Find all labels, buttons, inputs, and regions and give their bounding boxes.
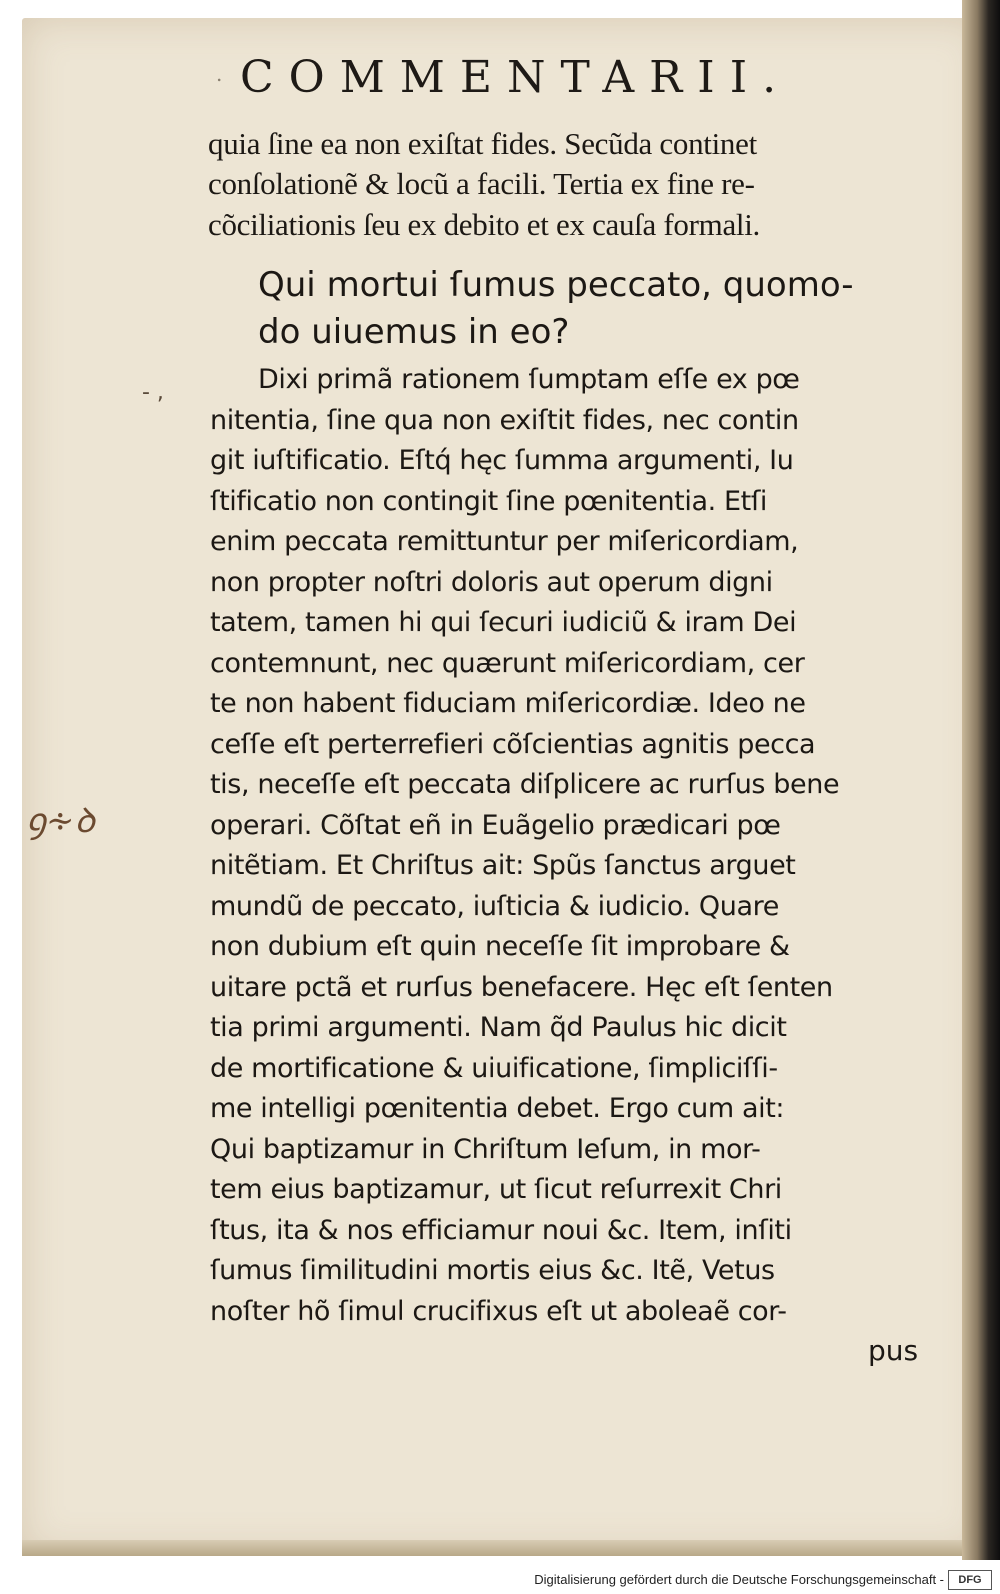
text-line: tatem, tamen hi qui ſecuri iudiciũ & iram Dei xyxy=(210,607,797,638)
text-line: tem eius baptizamur, ut ſicut reſurrexit Chri xyxy=(210,1174,782,1205)
text-line: nitentia, ſine qua non exiſtit fides, nec contin xyxy=(210,404,799,436)
text-line: tia primi argumenti. Nam q̃d Paulus hic dicit xyxy=(210,1012,787,1043)
page-bottom-edge xyxy=(22,1540,972,1556)
text-line: nitẽtiam. Et Chriſtus ait: Spũs ſanctus arguet xyxy=(210,850,796,881)
text-line: ceſſe eſt perterrefieri cõſcientias agnitis pecca xyxy=(210,728,816,760)
text-line: de mortificatione & uiuificatione, ſimpliciſſi- xyxy=(210,1052,778,1084)
text-line: tis, neceſſe eſt peccata diſplicere ac rurſus bene xyxy=(210,769,840,800)
text-line: ſumus ſimilitudini mortis eius &c. Itẽ, Vetus xyxy=(210,1255,775,1286)
text-line: git iuſtificatio. Eſtq́ hęc ſumma argumenti, Iu xyxy=(210,445,794,476)
text-line: operari. Cõſtat eñ in Euãgelio prædicari pœ xyxy=(210,809,781,841)
text-line: me intelligi pœnitentia debet. Ergo cum ait: xyxy=(210,1093,785,1124)
text-line: conſolationẽ & locũ a facili. Tertia ex fine re- xyxy=(208,166,755,202)
text-line: te non habent fiduciam miſericordiæ. Ideo ne xyxy=(210,688,806,719)
text-line: noſter hõ ſimul crucifixus eſt ut aboleaẽ cor- xyxy=(210,1295,787,1327)
footer-bar xyxy=(0,1560,1000,1594)
lemma-quotation xyxy=(258,262,958,356)
text-line: contemnunt, nec quærunt miſericordiam, cer xyxy=(210,647,805,679)
handwritten-margin-note: ꝯ∻ꝺ xyxy=(26,801,95,841)
text-line: enim peccata remittuntur per miſericordiam, xyxy=(210,526,799,557)
text-line: quia ſine ea non exiſtat fides. Secũda continet xyxy=(208,126,757,161)
text-line: ſtus, ita & nos efficiamur noui &c. Item, inſiti xyxy=(210,1214,792,1246)
text-line: non dubium eſt quin neceſſe ſit improbare & xyxy=(210,931,790,962)
text-line: cõciliationis ſeu ex debito et ex cauſa formali. xyxy=(208,206,761,242)
text-line: Qui baptizamur in Chriſtum Ieſum, in mor- xyxy=(210,1133,761,1165)
funding-credit: Digitalisierung gefördert durch die Deutsche Forschungsgemeinschaft - xyxy=(534,1572,944,1587)
dfg-logo: DFG xyxy=(948,1570,992,1590)
lemma-line: do uiuemus in eo? xyxy=(258,312,570,352)
text-line: mundũ de peccato, iuſticia & iudicio. Quare xyxy=(210,890,779,922)
lemma-line: Qui mortui ſumus peccato, quomo- xyxy=(258,265,854,305)
text-line: non propter noſtri doloris aut operum digni xyxy=(210,566,773,598)
margin-pointer-mark: - , xyxy=(142,380,164,405)
book-spine xyxy=(962,0,1000,1560)
running-head: COMMENTARII. xyxy=(240,52,792,103)
running-head-mark: . xyxy=(216,62,223,86)
text-line: ſtificatio non contingit ſine pœnitentia. Etſi xyxy=(210,485,768,517)
text-line: uitare pctã et rurſus benefacere. Hęc eſt ſenten xyxy=(210,971,833,1003)
commentary-body xyxy=(210,360,950,1332)
intro-text xyxy=(208,124,948,245)
text-line: Dixi primã rationem ſumptam eſſe ex pœ xyxy=(258,364,800,395)
catchword: pus xyxy=(868,1334,919,1367)
